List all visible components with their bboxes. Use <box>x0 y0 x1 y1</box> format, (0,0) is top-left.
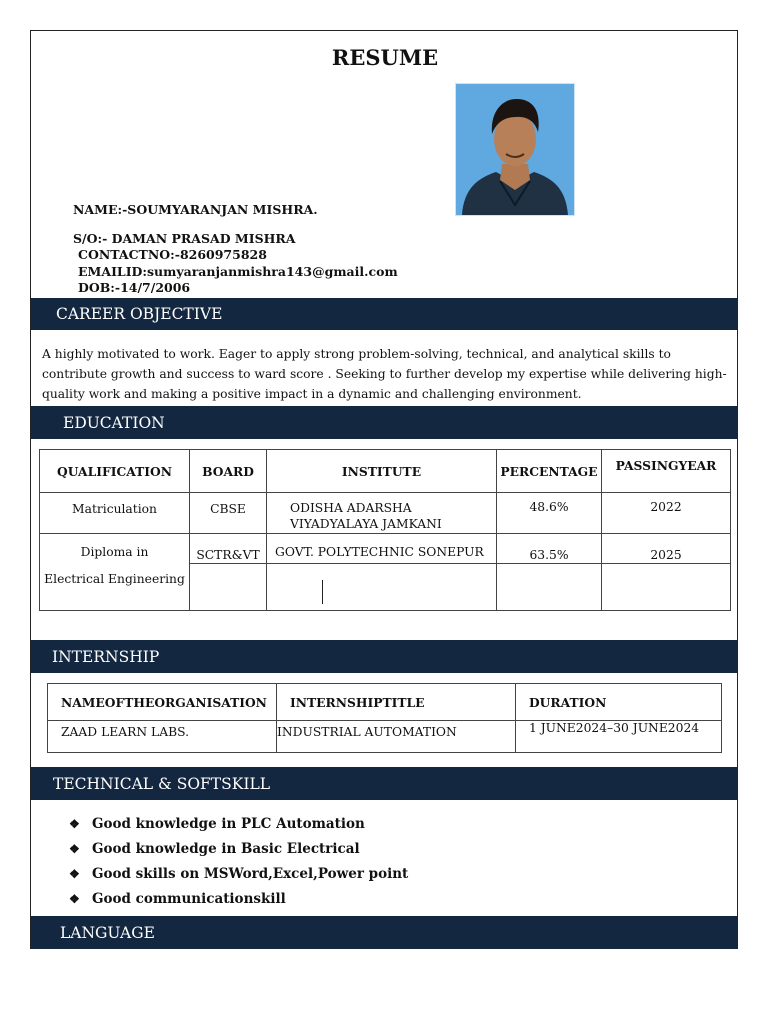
table-cell <box>267 564 497 611</box>
table-row <box>48 721 722 753</box>
section-heading: INTERNSHIP <box>52 647 160 666</box>
table-cell: INDUSTRIAL AUTOMATION <box>277 721 516 753</box>
table-cell <box>190 564 267 611</box>
internship-table <box>47 683 722 753</box>
list-item <box>69 811 408 836</box>
column-header: NAMEOFTHEORGANISATION <box>48 684 277 721</box>
career-objective-bar <box>31 298 738 330</box>
section-heading: LANGUAGE <box>60 923 155 942</box>
list-item <box>69 836 408 861</box>
table-cell: 2025 <box>602 534 731 564</box>
table-cell <box>497 564 602 611</box>
table-cell: 48.6% <box>497 493 602 534</box>
name-line: NAME:-SOUMYARANJAN MISHRA. <box>73 202 318 217</box>
career-objective-text: A highly motivated to work. Eager to apply strong problem-solving, technical, and analytical skills to contribute growth and success to ward score . Seeking to further develop my expertise while delivering high-quality work and making a positive impact in a dynamic and challenging environment. <box>42 347 727 401</box>
table-cell: 63.5% <box>497 534 602 564</box>
section-heading: CAREER OBJECTIVE <box>56 305 223 323</box>
skill-text: Good knowledge in Basic Electrical <box>92 840 360 857</box>
column-header: INSTITUTE <box>267 450 497 493</box>
column-header: PERCENTAGE <box>497 450 602 493</box>
table-row <box>40 493 731 534</box>
table-cell: CBSE <box>190 493 267 534</box>
education-bar <box>31 406 738 439</box>
table-header-row <box>40 450 731 493</box>
table-row <box>40 534 731 564</box>
contact-line: CONTACTNO:-8260975828 <box>78 247 267 262</box>
table-cell: ODISHA ADARSHA VIYADYALAYA JAMKANI <box>267 493 497 534</box>
table-cell: 1 JUNE2024–30 JUNE2024 <box>516 721 722 753</box>
table-cell: 2022 <box>602 493 731 534</box>
diamond-bullet-icon: ❖ <box>69 816 80 831</box>
column-header: DURATION <box>516 684 722 721</box>
skill-text: Good skills on MSWord,Excel,Power point <box>92 865 409 882</box>
table-cell: ZAAD LEARN LABS. <box>48 721 277 753</box>
internship-bar <box>31 640 738 673</box>
email-line: EMAILID:sumyaranjanmishra143@gmail.com <box>78 264 398 279</box>
list-item <box>69 861 408 886</box>
profile-photo <box>455 83 575 216</box>
table-cell: SCTR&VT <box>190 534 267 564</box>
skills-list <box>69 811 408 911</box>
diamond-bullet-icon: ❖ <box>69 866 80 881</box>
diamond-bullet-icon: ❖ <box>69 841 80 856</box>
section-heading: EDUCATION <box>63 413 165 432</box>
section-heading: TECHNICAL & SOFTSKILL <box>53 774 271 793</box>
dob-line: DOB:-14/7/2006 <box>78 280 191 295</box>
skill-text: Good communicationskill <box>92 890 286 907</box>
resume-title: RESUME <box>331 45 439 70</box>
table-cell <box>602 564 731 611</box>
text-cursor <box>322 580 323 604</box>
table-cell: Matriculation <box>40 493 190 534</box>
column-header: BOARD <box>190 450 267 493</box>
language-bar <box>31 916 738 949</box>
skill-text: Good knowledge in PLC Automation <box>92 815 365 832</box>
list-item <box>69 886 408 911</box>
column-header: INTERNSHIPTITLE <box>277 684 516 721</box>
resume-page <box>30 30 738 949</box>
table-cell: GOVT. POLYTECHNIC SONEPUR <box>267 534 497 564</box>
table-cell: Electrical Engineering <box>40 564 190 611</box>
person-photo-icon <box>456 84 574 215</box>
table-header-row <box>48 684 722 721</box>
diamond-bullet-icon: ❖ <box>69 891 80 906</box>
column-header: QUALIFICATION <box>40 450 190 493</box>
table-row <box>40 564 731 611</box>
so-line: S/O:- DAMAN PRASAD MISHRA <box>73 231 296 246</box>
education-table <box>39 449 731 611</box>
table-cell: Diploma in <box>40 534 190 564</box>
skills-bar <box>31 767 738 800</box>
column-header: PASSINGYEAR <box>602 450 731 493</box>
